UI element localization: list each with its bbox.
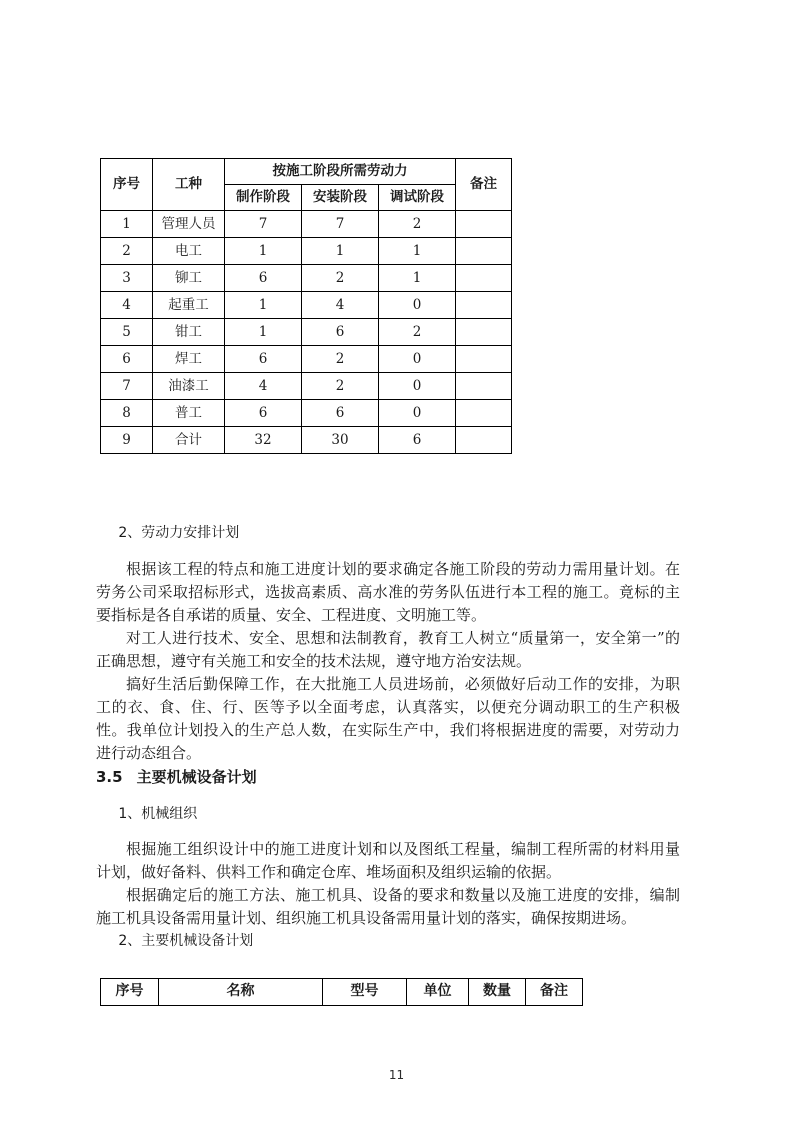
cell-seq: 9 (101, 427, 153, 454)
equipment-plan-table (100, 978, 583, 1006)
header-stage-fabrication: 制作阶段 (225, 185, 302, 211)
cell-installation: 2 (302, 346, 379, 373)
cell-job-type: 油漆工 (153, 373, 225, 400)
header-job-type: 工种 (153, 159, 225, 211)
cell-fabrication: 1 (225, 292, 302, 319)
cell-installation: 2 (302, 373, 379, 400)
header-name: 名称 (159, 979, 323, 1006)
labour-plan-paragraph-2-block (96, 627, 680, 673)
header-quantity: 数量 (469, 979, 526, 1006)
cell-seq: 3 (101, 265, 153, 292)
cell-note (456, 346, 512, 373)
cell-commissioning: 0 (379, 400, 456, 427)
header-stage-installation: 安装阶段 (302, 185, 379, 211)
equipment-item2-heading-block (96, 930, 680, 953)
labour-plan-paragraph-1-block (96, 558, 680, 627)
equipment-section-heading-block (96, 766, 680, 789)
labour-plan-paragraph-2: 对工人进行技术、安全、思想和法制教育，教育工人树立“质量第一，安全第一”的正确思想，遵守有关施工和安全的技术法规，遵守地方治安法规。 (96, 629, 680, 670)
header-stage-commissioning: 调试阶段 (379, 185, 456, 211)
cell-seq: 2 (101, 238, 153, 265)
cell-note (456, 427, 512, 454)
equipment-item1-heading-block (96, 803, 680, 826)
labour-allocation-table-container (100, 158, 498, 454)
cell-job-type: 焊工 (153, 346, 225, 373)
section-number: 3.5 (96, 768, 123, 786)
cell-fabrication: 6 (225, 265, 302, 292)
cell-commissioning: 1 (379, 238, 456, 265)
table-row (101, 238, 512, 265)
cell-seq: 6 (101, 346, 153, 373)
labour-plan-paragraph-3-block (96, 673, 680, 765)
section-heading-3-5 (96, 766, 680, 789)
labour-plan-paragraph-1: 根据该工程的特点和施工进度计划的要求确定各施工阶段的劳动力需用量计划。在劳务公司采取招标形式，选拔高素质、高水准的劳务队伍进行本工程的施工。竟标的主要指标是各自承诺的质量、安全、工程进度、文明施工等。 (96, 560, 680, 624)
cell-installation: 1 (302, 238, 379, 265)
cell-seq: 1 (101, 211, 153, 238)
cell-installation: 30 (302, 427, 379, 454)
cell-fabrication: 6 (225, 346, 302, 373)
section-title: 主要机械设备计划 (136, 768, 257, 786)
cell-commissioning: 2 (379, 211, 456, 238)
header-note: 备注 (526, 979, 583, 1006)
labour-plan-item-heading: 2、劳动力安排计划 (118, 525, 240, 541)
equipment-item2-heading: 2、主要机械设备计划 (118, 933, 254, 949)
table-row (101, 319, 512, 346)
equipment-paragraph-1: 根掘施工组织设计中的施工进度计划和以及图纸工程量，编制工程所需的材料用量计划，做好备料、供料工作和确定仓库、堆场面积及组织运输的依据。 (96, 840, 680, 881)
cell-seq: 5 (101, 319, 153, 346)
cell-installation: 7 (302, 211, 379, 238)
cell-job-type: 管理人员 (153, 211, 225, 238)
table-row (101, 265, 512, 292)
cell-fabrication: 6 (225, 400, 302, 427)
header-seq: 序号 (101, 979, 159, 1006)
page-number: 11 (388, 1068, 405, 1082)
cell-fabrication: 1 (225, 319, 302, 346)
cell-commissioning: 0 (379, 373, 456, 400)
cell-installation: 6 (302, 319, 379, 346)
cell-note (456, 238, 512, 265)
cell-note (456, 265, 512, 292)
cell-seq: 4 (101, 292, 153, 319)
table-row (101, 346, 512, 373)
page-footer (0, 1068, 793, 1082)
labour-table-body (101, 211, 512, 454)
labour-plan-paragraph-3: 搞好生活后勤保障工作，在大批施工人员进场前，必须做好后动工作的安排，为职工的衣、食、住、行、医等予以全面考虑，认真落实，以便充分调动职工的生产积极性。我单位计划投入的生产总人数，在实际生产中，我们将根据进度的需要，对劳动力进行动态组合。 (96, 675, 680, 762)
cell-note (456, 292, 512, 319)
cell-fabrication: 7 (225, 211, 302, 238)
cell-commissioning: 6 (379, 427, 456, 454)
cell-fabrication: 4 (225, 373, 302, 400)
cell-installation: 6 (302, 400, 379, 427)
cell-installation: 2 (302, 265, 379, 292)
equipment-paragraph-2: 根据确定后的施工方法、施工机具、设备的要求和数量以及施工进度的安排，编制施工机具设备需用量计划、组织施工机具设备需用量计划的落实，确保按期进场。 (96, 886, 680, 927)
table-row (101, 292, 512, 319)
header-note: 备注 (456, 159, 512, 211)
header-stage-group: 按施工阶段所需劳动力 (225, 159, 456, 185)
cell-fabrication: 1 (225, 238, 302, 265)
cell-job-type: 电工 (153, 238, 225, 265)
equipment-paragraph-2-block (96, 884, 680, 930)
equipment-plan-table-container (100, 978, 576, 1006)
cell-job-type: 起重工 (153, 292, 225, 319)
labour-plan-item-heading-block (96, 522, 680, 545)
labour-table-head (101, 159, 512, 211)
table-header-row (101, 159, 512, 185)
table-row (101, 400, 512, 427)
cell-commissioning: 2 (379, 319, 456, 346)
table-row (101, 427, 512, 454)
table-row (101, 211, 512, 238)
cell-commissioning: 1 (379, 265, 456, 292)
cell-fabrication: 32 (225, 427, 302, 454)
cell-job-type: 铆工 (153, 265, 225, 292)
cell-commissioning: 0 (379, 346, 456, 373)
cell-note (456, 373, 512, 400)
cell-note (456, 211, 512, 238)
equipment-table-head (101, 979, 583, 1006)
header-seq: 序号 (101, 159, 153, 211)
cell-seq: 8 (101, 400, 153, 427)
labour-allocation-table (100, 158, 512, 454)
cell-job-type: 钳工 (153, 319, 225, 346)
cell-installation: 4 (302, 292, 379, 319)
cell-job-type: 普工 (153, 400, 225, 427)
header-unit: 单位 (407, 979, 469, 1006)
table-row (101, 373, 512, 400)
cell-note (456, 400, 512, 427)
cell-commissioning: 0 (379, 292, 456, 319)
table-header-row (101, 979, 583, 1006)
cell-job-type: 合计 (153, 427, 225, 454)
cell-note (456, 319, 512, 346)
cell-seq: 7 (101, 373, 153, 400)
equipment-item1-heading: 1、机械组织 (118, 806, 198, 822)
header-model: 型号 (323, 979, 407, 1006)
equipment-paragraph-1-block (96, 838, 680, 884)
